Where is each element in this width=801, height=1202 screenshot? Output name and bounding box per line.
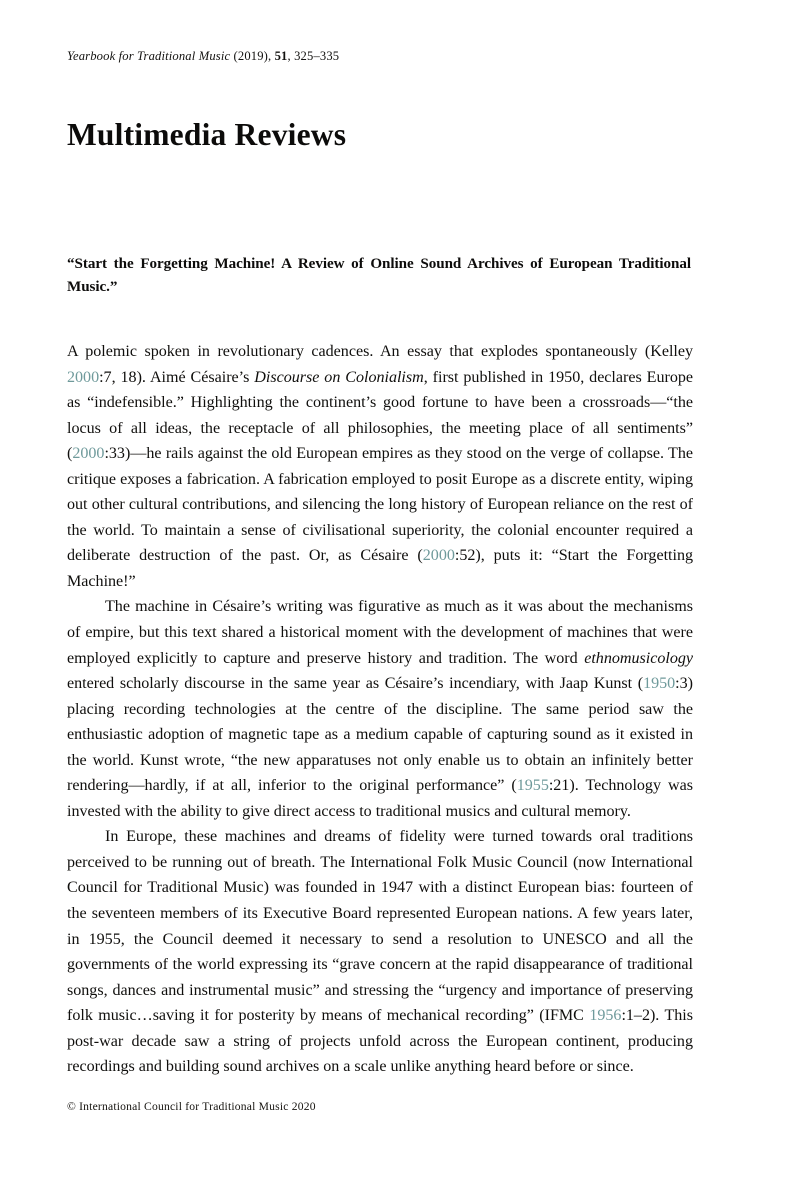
running-head-pages: , 325–335 [287,49,340,63]
citation-link[interactable]: 1956 [589,1007,622,1025]
running-head-journal-title: Yearbook for Traditional Music [67,49,231,63]
citation-link[interactable]: 1950 [643,675,676,693]
paragraph-2: The machine in Césaire’s writing was figurative as much as it was about the mechanisms of empire, but this text shared a historical moment with the development of machines that were employed explicitly to capture and preserve history and tradition. The word ethnomusicology entered scholarly discourse in the same year as Césaire’s incendiary, with Jaap Kunst (1950:3) placing recording technologies at the centre of the discipline. The same period saw the enthusiastic adoption of magnetic tape as a medium capable of capturing sound as it existed in the world. Kunst wrote, “the new apparatuses not only enable us to obtain an infinitely better rendering—hardly, if at all, inferior to the original performance” (1955:21). Technology was invested with the ability to give direct access to traditional musics and cultural memory. [67,598,693,820]
italic-term: ethnomusicology [584,649,693,667]
article-body [67,339,693,1080]
citation-link[interactable]: 2000 [67,368,100,386]
running-head [67,49,693,64]
paragraph-1: A polemic spoken in revolutionary cadences. An essay that explodes spontaneously (Kelley 2000:7, 18). Aimé Césaire’s Discourse on Colonialism, first published in 1950, declares Europe as “indefensible.” Highlighting the continent’s good fortune to have been a crossroads—“the locus of all ideas, the receptacle of all philosophies, the meeting place of all sentiments” (2000:33)—he rails against the old European empires as they stood on the verge of collapse. The critique exposes a fabrication. A fabrication employed to posit Europe as a discrete entity, wiping out other cultural contributions, and silencing the long history of European reliance on the rest of the world. To maintain a sense of civilisational superiority, the colonial encounter required a deliberate destruction of the past. Or, as Césaire (2000:52), puts it: “Start the Forgetting Machine!” [67,343,693,590]
review-heading: “Start the Forgetting Machine! A Review of Online Sound Archives of European Traditional Music.” [67,255,691,296]
paragraph-3: In Europe, these machines and dreams of fidelity were turned towards oral traditions perceived to be running out of breath. The International Folk Music Council (now International Council for Traditional Music) was founded in 1947 with a distinct European bias: fourteen of the seventeen members of its Executive Board represented European nations. A few years later, in 1955, the Council deemed it necessary to send a resolution to UNESCO and all the governments of the world expressing its “grave concern at the rapid disappearance of traditional songs, dances and instrumental music” and stressing the “urgency and importance of preserving folk music…saving it for posterity by means of mechanical recording” (IFMC 1956:1–2). This post-war decade saw a string of projects unfold across the European continent, producing recordings and building sound archives on a scale unlike anything heard before or since. [67,828,693,1076]
citation-link[interactable]: 2000 [422,547,455,565]
citation-link[interactable]: 2000 [72,445,105,463]
copyright-footer: © International Council for Traditional Music 2020 [67,1100,316,1113]
italic-term: Discourse on Colonialism [254,368,424,386]
running-head-volume: 51 [274,49,288,63]
page-title: Multimedia Reviews [67,117,347,153]
running-head-year: (2019), [230,49,275,63]
citation-link[interactable]: 1955 [516,777,549,795]
